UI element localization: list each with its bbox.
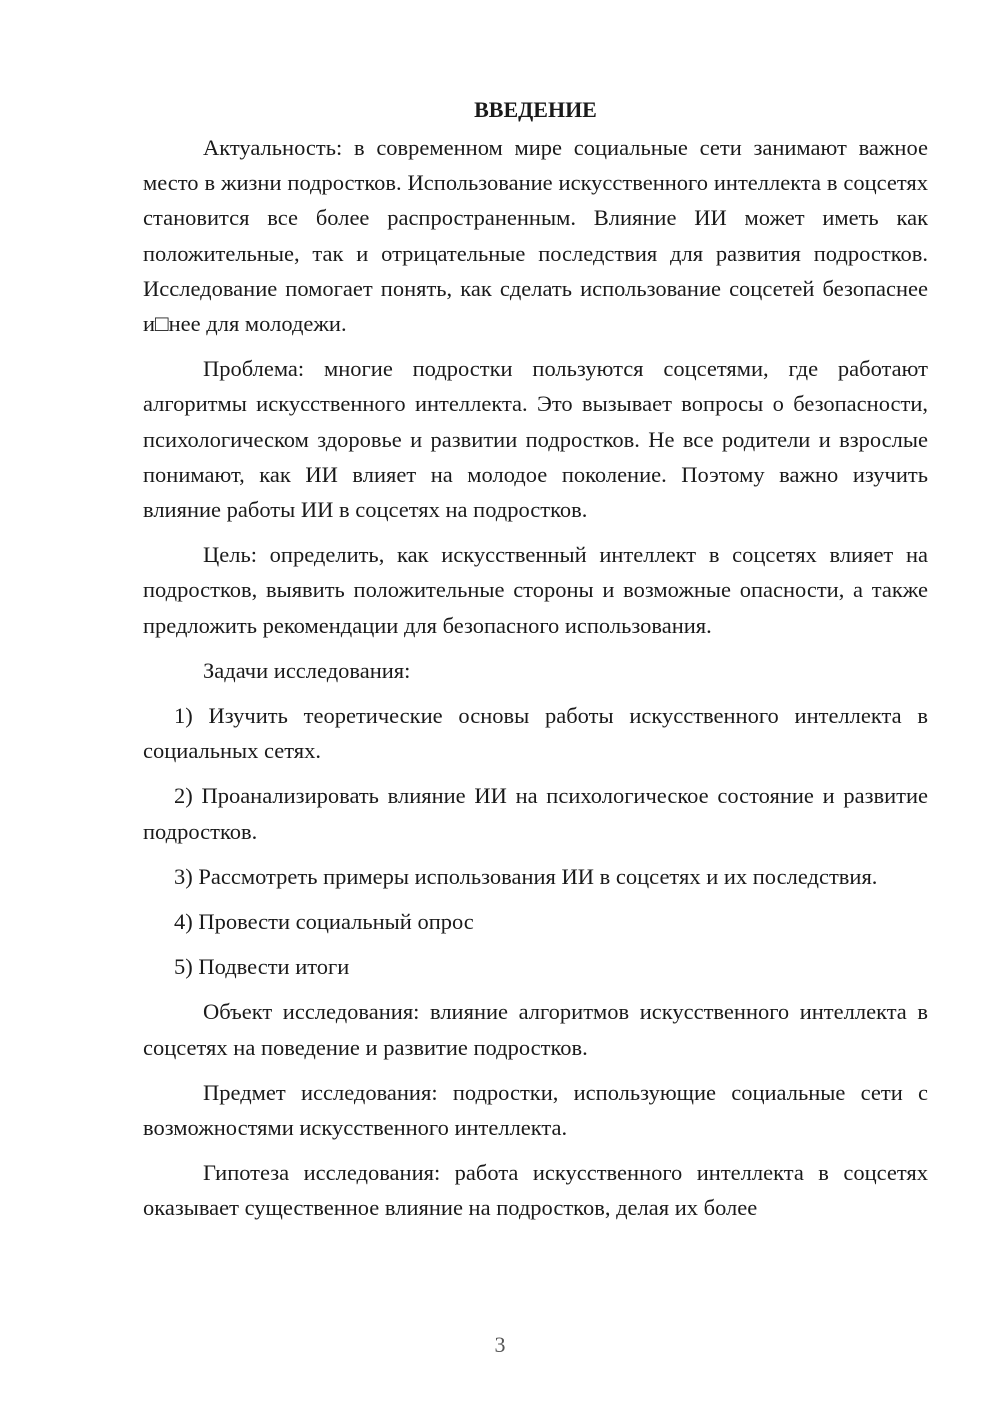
task-item-4: 4) Провести социальный опрос bbox=[174, 909, 474, 935]
paragraph-relevance: Актуальность: в современном мире социальные сети занимают важное место в жизни подростков. Использование искусственного интеллекта в соцсетях становится все более распространенным. Влияние ИИ может иметь как положительные, так и отрицательные последствия для развития подростков. Исследование помогает понять, как сделать использование соцсетей безопаснее и□нее для молодежи. bbox=[143, 135, 928, 337]
paragraph-hypothesis: Гипотеза исследования: работа искусственного интеллекта в соцсетях оказывает существенное влияние на подростков, делая их более bbox=[143, 1160, 928, 1221]
page-title: ВВЕДЕНИЕ bbox=[474, 97, 597, 122]
task-item-3: 3) Рассмотреть примеры использования ИИ в соцсетях и их последствия. bbox=[174, 863, 878, 889]
task-item-2: 2) Проанализировать влияние ИИ на психологическое состояние и развитие подростков. bbox=[143, 783, 928, 844]
paragraph-subject: Предмет исследования: подростки, использующие социальные сети с возможностями искусственного интеллекта. bbox=[143, 1079, 928, 1141]
page-number: 3 bbox=[494, 1332, 506, 1357]
paragraph-goal: Цель: определить, как искусственный интеллект в соцсетях влияет на подростков, выявить положительные стороны и возможные опасности, а также предложить рекомендации для безопасного использования. bbox=[143, 542, 928, 638]
paragraph-tasks-heading: Задачи исследования: bbox=[203, 657, 411, 683]
paragraph-problem: Проблема: многие подростки пользуются соцсетями, где работают алгоритмы искусственного интеллекта. Это вызывает вопросы о безопасности, психологическом здоровье и развитии подростков. Не все родители и взрослые понимают, как ИИ влияет на молодое поколение. Поэтому важно изучить влияние работы ИИ в соцсетях на подростков. bbox=[143, 356, 928, 523]
task-item-1: 1) Изучить теоретические основы работы искусственного интеллекта в социальных сетях. bbox=[143, 703, 928, 764]
document-page bbox=[143, 92, 928, 1236]
task-item-5: 5) Подвести итоги bbox=[174, 954, 350, 980]
paragraph-object: Объект исследования: влияние алгоритмов искусственного интеллекта в соцсетях на поведение и развитие подростков. bbox=[143, 999, 928, 1060]
